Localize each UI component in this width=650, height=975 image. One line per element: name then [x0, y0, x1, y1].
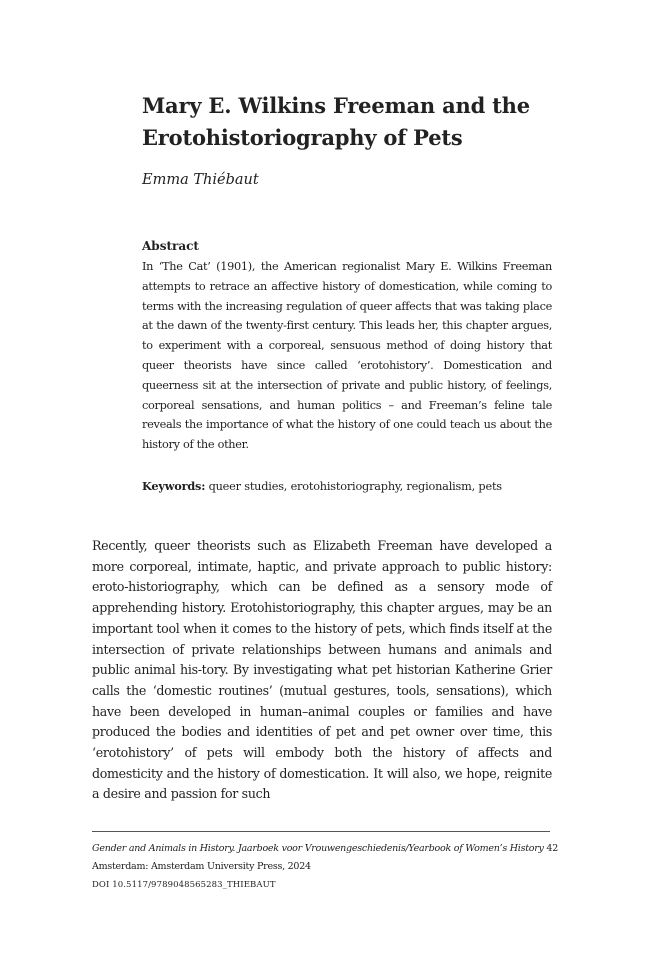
article-author: Emma Thiébaut — [142, 172, 259, 188]
keywords-text: queer studies, erotohistoriography, regionalism, pets — [208, 480, 502, 493]
journal-volume: 42 — [546, 843, 559, 854]
body-paragraph: Recently, queer theorists such as Elizabeth Freeman have developed a more corporeal, intimate, haptic, and private approach to public history: eroto-historiography, which can be defined as a sensory mode of apprehending history. Erotohistoriography, this chapter argues, may be an important tool when it comes to the history of pets, which finds itself at the intersection of private relationships between humans and animals and public animal his-tory. By investigating what pet historian Katherine Grier calls the ‘domestic routines’ (mutual gestures, tools, sensations), which have been developed in human–animal couples or families and have produced the bodies and identities of pet and pet owner over time, this ‘erotohistory’ of pets will embody both the history of affects and domesticity and the history of domestication. It will also, we hope, reignite a desire and passion for such — [92, 538, 552, 802]
article-title: Mary E. Wilkins Freeman and the Erotohistoriography of Pets — [142, 93, 530, 150]
doi-line: DOI 10.5117/9789048565283_THIEBAUT — [92, 880, 276, 890]
publisher-line: Amsterdam: Amsterdam University Press, 2024 — [92, 861, 311, 872]
keywords-label: Keywords: — [142, 479, 206, 493]
footer-journal-line — [92, 840, 562, 858]
footer-divider — [92, 831, 550, 832]
abstract-heading: Abstract — [142, 239, 199, 253]
keywords — [142, 478, 562, 495]
journal-title: Gender and Animals in History. Jaarboek voor Vrouwengeschiedenis/Yearbook of Women’s History — [92, 843, 544, 854]
footer — [92, 840, 562, 894]
abstract-text: In ‘The Cat’ (1901), the American regionalist Mary E. Wilkins Freeman attempts to retrace an affective history of domestication, while coming to terms with the increasing regulation of queer affects that was taking place at the dawn of the twenty-first century. This leads her, this chapter argues, to experiment with a corporeal, sensuous method of doing history that queer theorists have since called ‘erotohistory’. Domestication and queerness sit at the intersection of private and public history, of feelings, corporeal sensations, and human politics – and Freeman’s feline tale reveals the importance of what the history of one could teach us about the history of the other. — [142, 260, 552, 452]
